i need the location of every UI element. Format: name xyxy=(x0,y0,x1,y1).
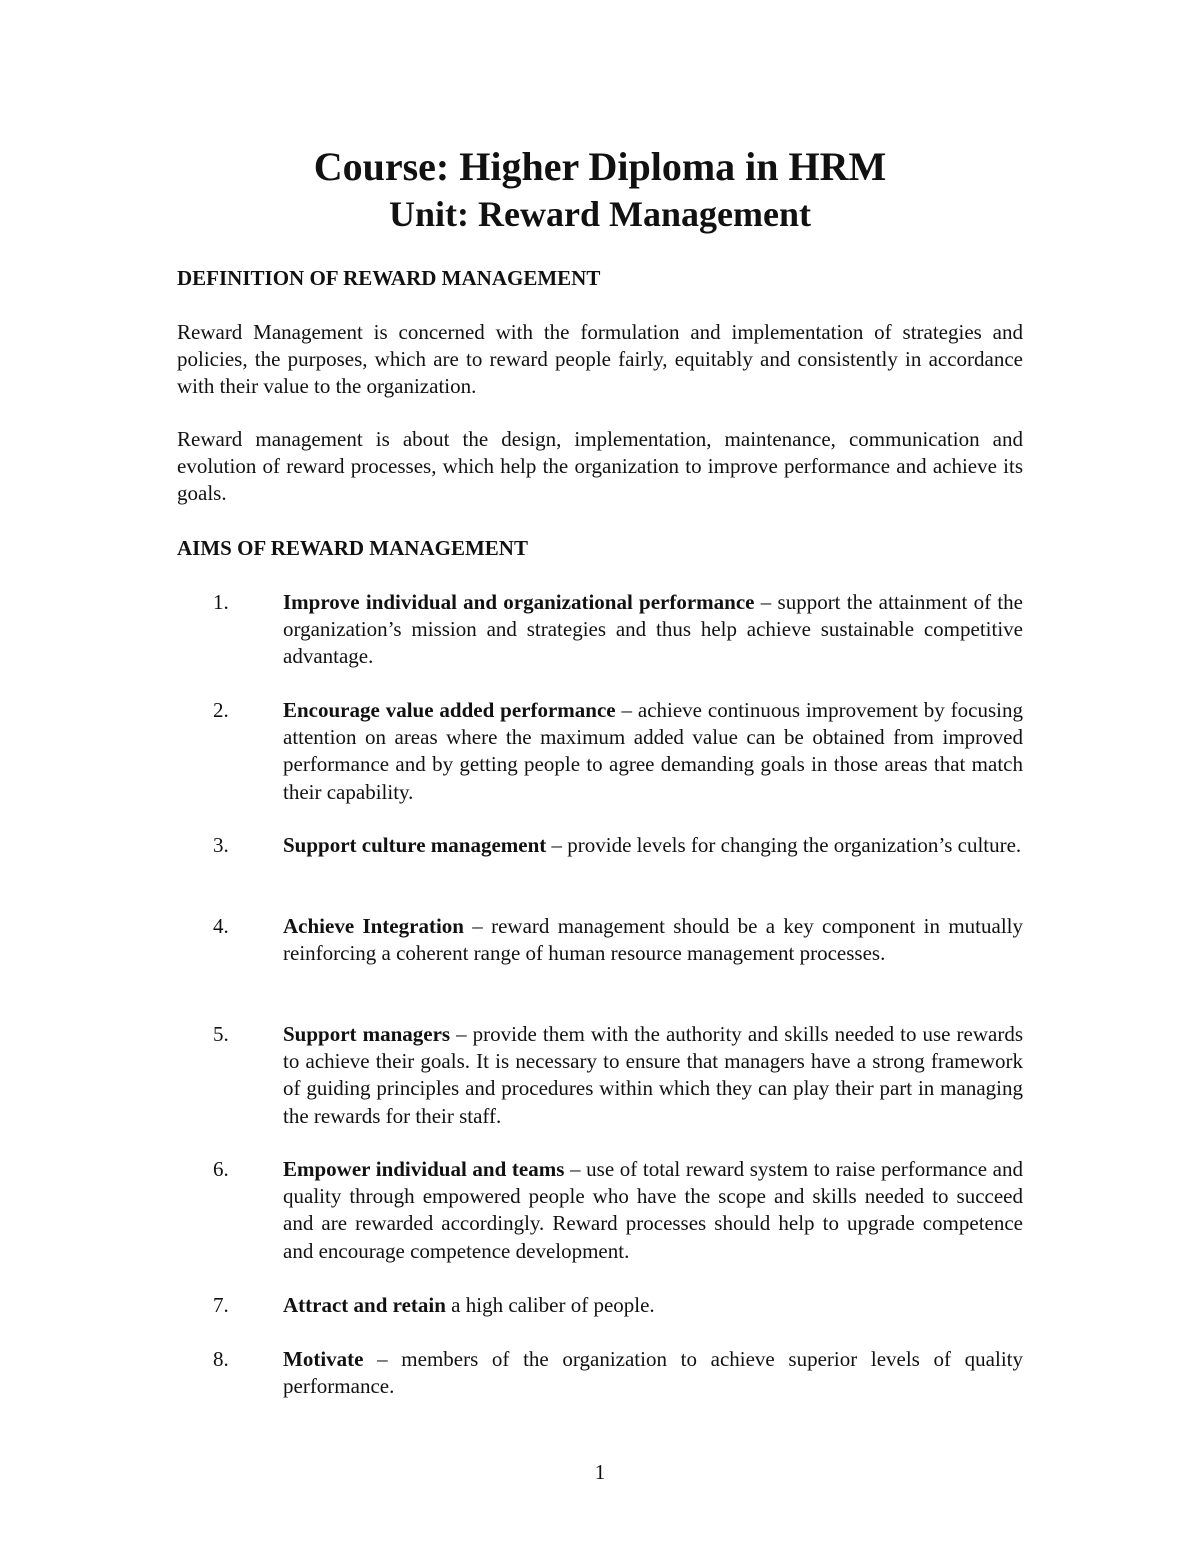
aim-text: a high caliber of people. xyxy=(445,1293,655,1317)
aim-item xyxy=(283,1346,1023,1400)
unit-title: Unit: Reward Management xyxy=(389,194,811,234)
aim-title: Support managers xyxy=(283,1022,451,1046)
aim-title: Improve individual and organizational performance xyxy=(283,590,755,614)
aim-title: Motivate xyxy=(283,1347,364,1371)
definition-paragraph-2: Reward management is about the design, implementation, maintenance, communication and evolution of reward processes, which help the organization to improve performance and achieve its goals. xyxy=(177,427,1023,506)
aim-number: 4. xyxy=(213,914,229,938)
aim-text: – use of total reward system to raise performance and quality through empowered people who have the scope and skills needed to succeed and are rewarded accordingly. Reward processes should help to upgrade competence and encourage competence development. xyxy=(283,1157,1023,1263)
aim-text: – provide levels for changing the organization’s culture. xyxy=(546,833,1022,857)
aim-number: 7. xyxy=(213,1293,229,1317)
aim-number: 6. xyxy=(213,1157,229,1181)
page-number: 1 xyxy=(594,1460,606,1484)
aim-text: – members of the organization to achieve superior levels of quality performance. xyxy=(283,1347,1023,1399)
aim-title: Support culture management xyxy=(283,833,547,857)
aim-number: 3. xyxy=(213,833,229,857)
aim-item xyxy=(283,589,1023,671)
aim-number: 2. xyxy=(213,698,229,722)
aim-number: 5. xyxy=(213,1022,229,1046)
aim-item xyxy=(283,697,1023,806)
aim-number: 1. xyxy=(213,590,229,614)
aim-text: – provide them with the authority and skills needed to use rewards to achieve their goals. It is necessary to ensure that managers have a strong framework of guiding principles and procedures within which they can play their part in managing the rewards for their staff. xyxy=(283,1022,1023,1128)
aim-item xyxy=(283,913,1023,967)
aims-heading: AIMS OF REWARD MANAGEMENT xyxy=(177,536,528,560)
definition-heading: DEFINITION OF REWARD MANAGEMENT xyxy=(177,266,601,290)
aim-text: – support the attainment of the organization’s mission and strategies and thus help achieve sustainable competitive advantage. xyxy=(283,590,1023,669)
aim-title: Empower individual and teams xyxy=(283,1157,565,1181)
aim-item xyxy=(283,1021,1023,1130)
aim-text: – reward management should be a key component in mutually reinforcing a coherent range of human resource management processes. xyxy=(283,914,1023,966)
aim-text: – achieve continuous improvement by focusing attention on areas where the maximum added value can be obtained from improved performance and by getting people to agree demanding goals in those areas that match their capability. xyxy=(283,698,1023,804)
course-title: Course: Higher Diploma in HRM xyxy=(313,144,887,189)
aim-item xyxy=(283,1156,1023,1265)
aim-title: Attract and retain xyxy=(283,1293,446,1317)
aim-number: 8. xyxy=(213,1347,229,1371)
aim-title: Encourage value added performance xyxy=(283,698,616,722)
aim-item xyxy=(283,1292,1023,1319)
aim-title: Achieve Integration xyxy=(283,914,464,938)
aim-item xyxy=(283,832,1023,859)
definition-paragraph-1: Reward Management is concerned with the formulation and implementation of strategies and policies, the purposes, which are to reward people fairly, equitably and consistently in accordance with their value to the organization. xyxy=(177,320,1023,399)
